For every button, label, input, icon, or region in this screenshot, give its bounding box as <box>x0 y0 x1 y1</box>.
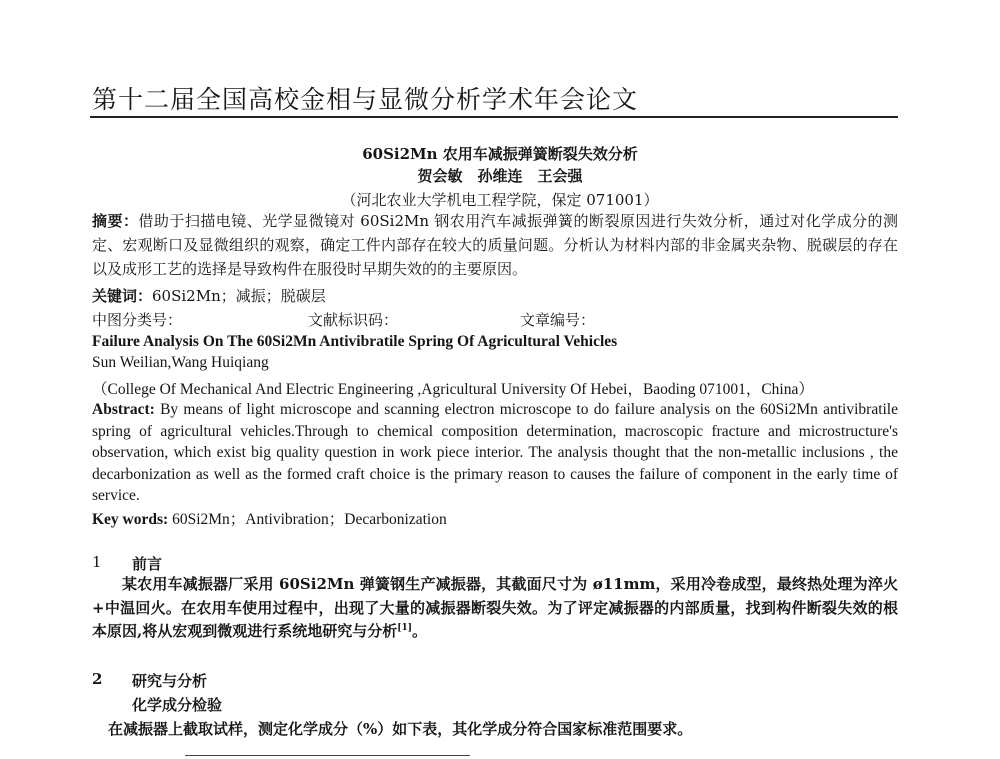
abstract-label-en: Abstract: <box>92 401 155 418</box>
abstract-text-en: By means of light microscope and scanning electron microscope to do failure analysis on the 60Si2Mn antivibratile spring of agricultural vehicles.Through to chemical composition determination, macroscopic fracture and microstructure's observation, which exist big quality question in work piece interior. The analysis thought that the non-metallic inclusions , the decarbonization as well as the formed craft choice is the primary reason to causes the failure of component in the early time of service. <box>92 401 898 504</box>
keywords-en <box>92 507 447 529</box>
section-2-title: 研究与分析 <box>132 672 208 690</box>
authors-cn: 贺会敏 孙维连 王会强 <box>417 167 583 185</box>
table-top-rule <box>185 755 470 756</box>
section-1-title: 前言 <box>132 555 163 573</box>
keywords-label-en: Key words: <box>92 511 169 528</box>
paper-title-cn: 60Si2Mn 农用车减振弹簧断裂失效分析 <box>362 145 638 163</box>
abstract-text-cn: 借助于扫描电镜、光学显微镜对 60Si2Mn 钢农用汽车减振弹簧的断裂原因进行失效分析，通过对化学成分的测定、宏观断口及显微组织的观察，确定工件内部存在较大的质量问题。分析认为材料内部的非金属夹杂物、脱碳层的存在以及成形工艺的选择是导致构件在服役时早期失效的的主要原因。 <box>92 212 898 278</box>
section-1-body-text: 某农用车减振器厂采用 60Si2Mn 弹簧钢生产减振器，其截面尺寸为 ø11mm，采用冷卷成型，最终热处理为淬火+中温回火。在农用车使用过程中，出现了大量的减振器断裂失效。为了评定减振器的内部质量，找到构件断裂失效的根本原因,将从宏观到微观进行系统地研究与分析 <box>92 575 898 640</box>
section-2-body: 在减振器上截取试样，测定化学成分（%）如下表，其化学成分符合国家标准范围要求。 <box>108 720 693 738</box>
clc-label: 中图分类号： <box>92 311 183 329</box>
affiliation-en: （College Of Mechanical And Electric Engineering ,Agricultural University Of Hebei，Baoding 071001，China） <box>92 381 814 398</box>
section-1-body <box>92 573 898 644</box>
section-1-number: 1 <box>92 553 102 571</box>
doc-code-label: 文献标识码： <box>308 311 399 329</box>
proceedings-header: 第十二届全国高校金相与显微分析学术年会论文 <box>92 85 639 114</box>
section-1-body-end: 。 <box>412 622 428 640</box>
section-2-number: 2 <box>92 670 103 688</box>
section-2-subtitle: 化学成分检验 <box>132 696 223 714</box>
paper-title-en: Failure Analysis On The 60Si2Mn Antivibratile Spring Of Agricultural Vehicles <box>92 333 618 350</box>
abstract-label-cn: 摘要： <box>92 212 139 230</box>
authors-en: Sun Weilian,Wang Huiqiang <box>92 354 269 371</box>
abstract-en <box>92 399 898 507</box>
abstract-cn <box>92 209 898 281</box>
keywords-cn <box>92 285 326 306</box>
header-rule <box>90 116 898 118</box>
keywords-text-en: 60Si2Mn；Antivibration；Decarbonization <box>172 511 447 528</box>
article-no-label: 文章编号： <box>520 311 596 329</box>
keywords-text-cn: 60Si2Mn；减振；脱碳层 <box>152 287 326 305</box>
keywords-label-cn: 关键词： <box>92 287 153 305</box>
citation-ref: [1] <box>397 623 413 633</box>
affiliation-cn: （河北农业大学机电工程学院，保定 071001） <box>341 191 659 209</box>
